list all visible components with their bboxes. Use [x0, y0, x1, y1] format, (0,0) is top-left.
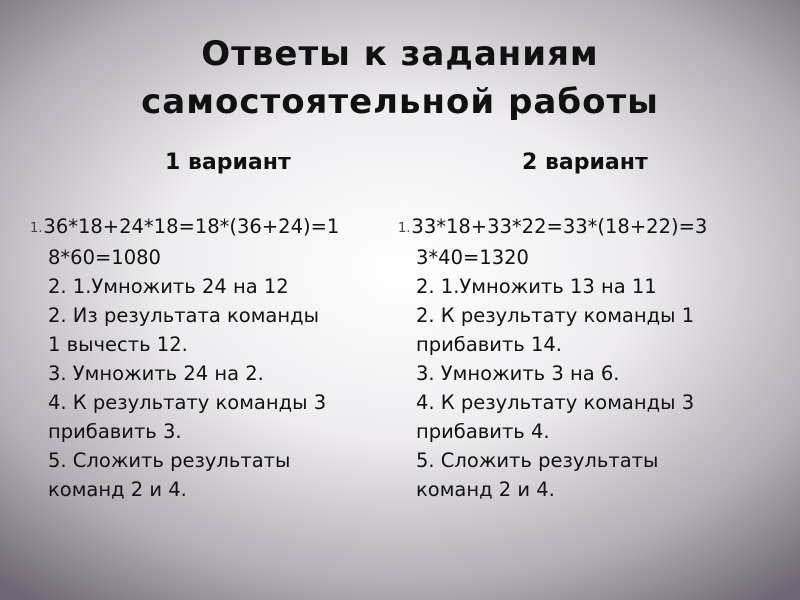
answer-line: прибавить 3.	[48, 420, 182, 443]
answer-line: 3*40=1320	[416, 246, 529, 269]
answer-line: команд 2 и 4.	[416, 478, 555, 501]
variant-2-heading: 2 вариант	[522, 150, 648, 175]
answer-line: 1 вычесть 12.	[48, 333, 188, 356]
variant-1-answers	[30, 212, 380, 504]
slide-title	[0, 30, 800, 126]
answer-line: прибавить 4.	[416, 420, 550, 443]
answer-line: 4. К результату команды 3	[416, 391, 695, 414]
answer-line: 8*60=1080	[48, 246, 161, 269]
title-line-1: Ответы к заданиям	[201, 34, 599, 74]
answer-line: 2. К результату команды 1	[416, 304, 695, 327]
list-marker: 1.	[30, 221, 43, 236]
answer-line: 5. Сложить результаты	[416, 449, 659, 472]
title-line-2: самостоятельной работы	[141, 82, 659, 122]
answer-line: прибавить 14.	[416, 333, 563, 356]
answer-line: 2. 1.Умножить 13 на 11	[416, 275, 657, 298]
answer-line: команд 2 и 4.	[48, 478, 187, 501]
answer-line: 2. 1.Умножить 24 на 12	[48, 275, 289, 298]
answer-line: 1.33*18+33*22=33*(18+22)=3	[398, 215, 708, 238]
answer-line: 5. Сложить результаты	[48, 449, 291, 472]
answer-line: 2. Из результата команды	[48, 304, 320, 327]
answer-line: 1.36*18+24*18=18*(36+24)=1	[30, 215, 340, 238]
answer-line: 3. Умножить 24 на 2.	[48, 362, 264, 385]
list-marker: 1.	[398, 221, 411, 236]
variant-2-answers	[398, 212, 748, 504]
answer-line: 3. Умножить 3 на 6.	[416, 362, 620, 385]
answer-line: 4. К результату команды 3	[48, 391, 327, 414]
variant-1-heading: 1 вариант	[165, 150, 291, 175]
